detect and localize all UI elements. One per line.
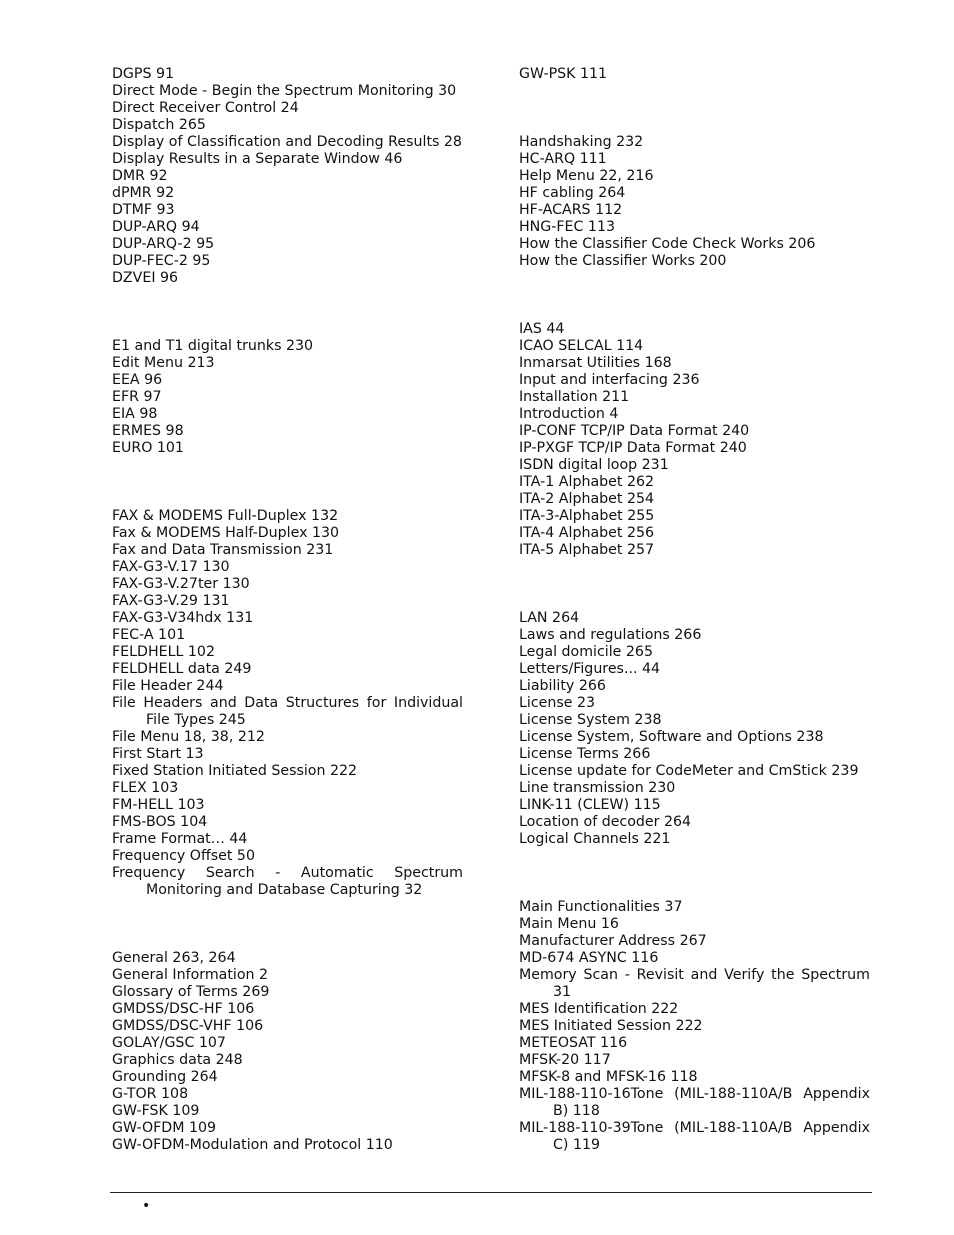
index-entry: General 263, 264 <box>112 950 236 966</box>
index-entry: Fax & MODEMS Half-Duplex 130 <box>112 525 340 541</box>
index-entry: METEOSAT 116 <box>519 1035 628 1051</box>
index-entry: ITA-2 Alphabet 254 <box>519 491 655 507</box>
index-entry: Frame Format… 44 <box>112 831 248 847</box>
index-entry: FAX-G3-V34hdx 131 <box>112 610 254 626</box>
index-entry: E1 and T1 digital trunks 230 <box>112 338 314 354</box>
index-entry: ICAO SELCAL 114 <box>519 338 644 354</box>
index-entry: GMDSS/DSC-VHF 106 <box>112 1018 264 1034</box>
index-entry: MIL-188-110-16Tone (MIL-188-110A/B Appendix B) 118 <box>519 1086 870 1119</box>
index-entry: Direct Receiver Control 24 <box>112 100 299 116</box>
index-entry: ISDN digital loop 231 <box>519 457 669 473</box>
index-entry: Frequency Search - Automatic Spectrum Monitoring and Database Capturing 32 <box>112 865 463 898</box>
index-entry: Frequency Offset 50 <box>112 848 255 864</box>
index-entry: dPMR 92 <box>112 185 175 201</box>
index-entry: LAN 264 <box>519 610 580 626</box>
index-group-spacer <box>519 83 870 134</box>
index-entry: How the Classifier Works 200 <box>519 253 727 269</box>
index-entry: GMDSS/DSC-HF 106 <box>112 1001 255 1017</box>
index-entry: Fax and Data Transmission 231 <box>112 542 334 558</box>
index-entry: FAX-G3-V.29 131 <box>112 593 230 609</box>
index-entry: FAX-G3-V.17 130 <box>112 559 230 575</box>
index-entry: Logical Channels 221 <box>519 831 671 847</box>
index-entry: Display Results in a Separate Window 46 <box>112 151 403 167</box>
index-entry: Display of Classification and Decoding Results 28 <box>112 134 462 150</box>
index-entry: HC-ARQ 111 <box>519 151 607 167</box>
index-entry: Line transmission 230 <box>519 780 676 796</box>
index-entry: License System, Software and Options 238 <box>519 729 824 745</box>
index-entry: MIL-188-110-39Tone (MIL-188-110A/B Appendix C) 119 <box>519 1120 870 1153</box>
index-group-spacer <box>112 457 463 508</box>
index-entry: Memory Scan - Revisit and Verify the Spectrum 31 <box>519 967 870 1000</box>
index-entry: HF cabling 264 <box>519 185 626 201</box>
index-entry: License System 238 <box>519 712 662 728</box>
index-entry: Installation 211 <box>519 389 630 405</box>
index-entry: DZVEI 96 <box>112 270 179 286</box>
index-entry: Letters/Figures... 44 <box>519 661 661 677</box>
index-entry: MES Identification 222 <box>519 1001 679 1017</box>
index-entry: FM-HELL 103 <box>112 797 205 813</box>
index-entry: Main Menu 16 <box>519 916 619 932</box>
index-entry: Handshaking 232 <box>519 134 644 150</box>
index-entry: ITA-3-Alphabet 255 <box>519 508 655 524</box>
index-entry: DMR 92 <box>112 168 168 184</box>
index-entry: FAX-G3-V.27ter 130 <box>112 576 250 592</box>
index-group-spacer <box>519 559 870 610</box>
index-entry: FELDHELL data 249 <box>112 661 252 677</box>
index-group-spacer <box>519 270 870 321</box>
index-entry: IP-CONF TCP/IP Data Format 240 <box>519 423 750 439</box>
index-entry: DUP-FEC-2 95 <box>112 253 211 269</box>
index-entry: G-TOR 108 <box>112 1086 189 1102</box>
index-entry: How the Classifier Code Check Works 206 <box>519 236 816 252</box>
index-entry: Glossary of Terms 269 <box>112 984 270 1000</box>
index-entry: Legal domicile 265 <box>519 644 653 660</box>
index-entry: MD-674 ASYNC 116 <box>519 950 659 966</box>
index-entry: FMS-BOS 104 <box>112 814 208 830</box>
index-entry: GW-OFDM-Modulation and Protocol 110 <box>112 1137 393 1153</box>
index-entry: EFR 97 <box>112 389 162 405</box>
index-entry: Manufacturer Address 267 <box>519 933 707 949</box>
index-entry: Main Functionalities 37 <box>519 899 683 915</box>
index-entry: MFSK-20 117 <box>519 1052 611 1068</box>
index-group-spacer <box>112 899 463 950</box>
index-entry: GOLAY/GSC 107 <box>112 1035 226 1051</box>
index-entry: EURO 101 <box>112 440 184 456</box>
index-entry: Dispatch 265 <box>112 117 206 133</box>
index-entry: Direct Mode - Begin the Spectrum Monitoring 30 <box>112 83 457 99</box>
index-entry: DTMF 93 <box>112 202 175 218</box>
index-entry: MFSK-8 and MFSK-16 118 <box>519 1069 698 1085</box>
index-entry: Laws and regulations 266 <box>519 627 702 643</box>
index-entry: DGPS 91 <box>112 66 175 82</box>
index-entry: File Header 244 <box>112 678 224 694</box>
index-entry: Edit Menu 213 <box>112 355 215 371</box>
index-entry: EEA 96 <box>112 372 163 388</box>
index-entry: GW-OFDM 109 <box>112 1120 217 1136</box>
index-entry: Input and interfacing 236 <box>519 372 700 388</box>
index-entry: First Start 13 <box>112 746 204 762</box>
index-entry: Graphics data 248 <box>112 1052 243 1068</box>
index-entry: MES Initiated Session 222 <box>519 1018 703 1034</box>
index-entry: Fixed Station Initiated Session 222 <box>112 763 358 779</box>
index-entry: Introduction 4 <box>519 406 619 422</box>
index-entry: ERMES 98 <box>112 423 184 439</box>
index-left-column <box>112 66 463 1154</box>
footer-bullet: • <box>142 1198 151 1214</box>
index-entry: License 23 <box>519 695 596 711</box>
index-group-spacer <box>519 848 870 899</box>
index-entry: License Terms 266 <box>519 746 651 762</box>
index-entry: File Menu 18, 38, 212 <box>112 729 265 745</box>
index-entry: HF-ACARS 112 <box>519 202 623 218</box>
index-entry: EIA 98 <box>112 406 158 422</box>
index-entry: DUP-ARQ 94 <box>112 219 200 235</box>
index-entry: FAX & MODEMS Full-Duplex 132 <box>112 508 339 524</box>
index-entry: IAS 44 <box>519 321 565 337</box>
index-entry: Liability 266 <box>519 678 606 694</box>
index-entry: HNG-FEC 113 <box>519 219 616 235</box>
index-entry: IP-PXGF TCP/IP Data Format 240 <box>519 440 747 456</box>
index-entry: File Headers and Data Structures for Individual File Types 245 <box>112 695 463 728</box>
index-right-column <box>519 66 870 1154</box>
index-entry: GW-FSK 109 <box>112 1103 200 1119</box>
index-entry: Grounding 264 <box>112 1069 218 1085</box>
index-entry: FEC-A 101 <box>112 627 186 643</box>
index-entry: FLEX 103 <box>112 780 179 796</box>
index-entry: Inmarsat Utilities 168 <box>519 355 672 371</box>
index-entry: GW-PSK 111 <box>519 66 608 82</box>
footer-divider <box>110 1192 872 1193</box>
index-entry: LINK-11 (CLEW) 115 <box>519 797 661 813</box>
index-entry: DUP-ARQ-2 95 <box>112 236 215 252</box>
index-entry: General Information 2 <box>112 967 269 983</box>
index-entry: ITA-4 Alphabet 256 <box>519 525 655 541</box>
index-entry: ITA-1 Alphabet 262 <box>519 474 655 490</box>
index-group-spacer <box>112 287 463 338</box>
index-entry: FELDHELL 102 <box>112 644 215 660</box>
index-entry: Location of decoder 264 <box>519 814 692 830</box>
index-entry: Help Menu 22, 216 <box>519 168 654 184</box>
index-entry: ITA-5 Alphabet 257 <box>519 542 655 558</box>
index-entry: License update for CodeMeter and CmStick 239 <box>519 763 859 779</box>
